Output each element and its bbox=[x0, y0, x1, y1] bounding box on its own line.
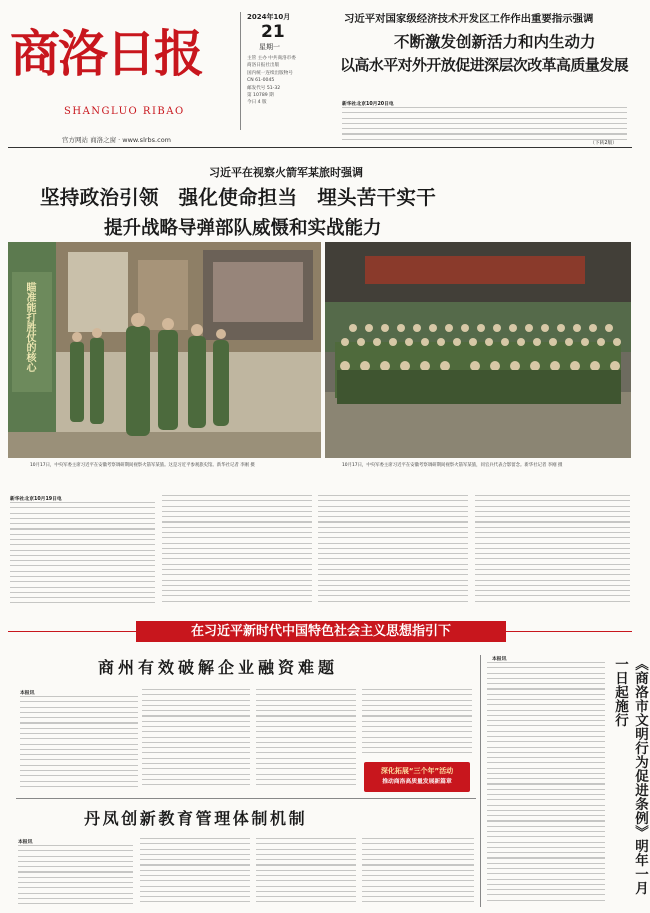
lead-title-2: 提升战略导弹部队威慑和实战能力 bbox=[104, 218, 382, 239]
lead-body-col4 bbox=[475, 495, 630, 607]
top-story-kicker: 习近平对国家级经济技术开发区工作作出重要指示强调 bbox=[344, 13, 594, 25]
lead-kicker: 习近平在视察火箭军某旅时强调 bbox=[209, 166, 363, 179]
lead-photo-left-image bbox=[8, 242, 321, 458]
info-line: 第 10789 期 bbox=[247, 93, 274, 99]
story2-callout bbox=[364, 762, 470, 792]
lead-photo-right-image bbox=[325, 242, 631, 458]
story3-body-col3 bbox=[256, 838, 356, 907]
story2-body-col2 bbox=[142, 689, 250, 792]
newspaper-pinyin: SHANGLUO RIBAO bbox=[64, 106, 185, 117]
top-story-continued: （下转2版） bbox=[590, 141, 618, 146]
date-year-month: 2024年10月 bbox=[247, 13, 291, 21]
info-line: 商洛日报社出版 bbox=[247, 63, 280, 69]
story2-body-col3 bbox=[256, 689, 356, 792]
top-story bbox=[340, 8, 632, 144]
lead-title-1: 坚持政治引领 强化使命担当 埋头苦干实干 bbox=[40, 186, 437, 209]
info-line: 邮发代号 51-32 bbox=[247, 85, 281, 91]
side-story-body-col1 bbox=[487, 662, 605, 907]
story3-body-col1 bbox=[18, 845, 133, 907]
date-box bbox=[240, 12, 306, 130]
info-line: 国内统一连续出版物号 bbox=[247, 70, 293, 76]
side-story-divider bbox=[480, 655, 481, 907]
info-line: 今日 4 版 bbox=[247, 100, 267, 106]
publication-info bbox=[247, 55, 306, 107]
story3-title: 丹凤创新教育管理体制机制 bbox=[84, 809, 308, 828]
story2-body-col1 bbox=[20, 696, 138, 792]
side-story-byline: 本报讯 bbox=[492, 657, 507, 662]
info-line: CN 61-0045 bbox=[247, 78, 275, 84]
story2-title: 商州有效破解企业融资难题 bbox=[98, 658, 339, 677]
info-line: 主管 主办 中共商洛市委 bbox=[247, 56, 296, 61]
caption-right: 10月17日，中央军委主席习近平在安徽考察调研期间视察火箭军某旅，同官兵代表合影留念。新华社记者 李刚 摄 bbox=[342, 463, 563, 468]
weekday: 星期一 bbox=[259, 43, 280, 51]
side-story-title: 《商洛市文明行为促进条例》明年一月一日起施行 bbox=[612, 657, 648, 895]
photo-side-text: 瞄准能打胜仗的核心 bbox=[24, 282, 35, 372]
masthead bbox=[8, 8, 333, 144]
caption-left: 10月17日，中央军委主席习近平在安徽考察调研期间视察火箭军某旅。这是习近平参观旅史馆。新华社记者 李刚 摄 bbox=[30, 463, 255, 468]
top-story-body bbox=[342, 107, 627, 145]
website-line: 官方网站 商洛之窗 · www.slrbs.com bbox=[62, 136, 172, 144]
theme-banner: 在习近平新时代中国特色社会主义思想指引下 bbox=[136, 621, 506, 642]
top-story-dateline: 新华社北京10月20日电 bbox=[342, 102, 394, 107]
lead-body-col3 bbox=[318, 495, 468, 607]
top-story-title-2: 以高水平对外开放促进深层次改革高质量发展 bbox=[340, 56, 629, 74]
top-story-title-1: 不断激发创新活力和内生动力 bbox=[394, 33, 596, 51]
date-day: 21 bbox=[261, 22, 285, 42]
lead-body-col1 bbox=[10, 502, 155, 607]
masthead-divider bbox=[8, 147, 632, 148]
callout-line-2: 推动商洛高质量发展新篇章 bbox=[382, 779, 452, 785]
callout-line-1: 深化拓展“三个年”活动 bbox=[380, 767, 454, 775]
lead-photo-right bbox=[325, 242, 631, 458]
story3-byline: 本报讯 bbox=[18, 840, 33, 845]
lead-dateline: 新华社北京10月19日电 bbox=[10, 497, 62, 502]
story3-body-col2 bbox=[140, 838, 250, 907]
story2-byline: 本报讯 bbox=[20, 691, 35, 696]
lead-photo-left bbox=[8, 242, 321, 458]
lead-body-col2 bbox=[162, 495, 312, 607]
story2-divider bbox=[16, 798, 476, 799]
story2-body-col4 bbox=[362, 689, 472, 757]
story3-body-col4 bbox=[362, 838, 474, 907]
newspaper-title: 商洛日报 bbox=[10, 25, 202, 83]
